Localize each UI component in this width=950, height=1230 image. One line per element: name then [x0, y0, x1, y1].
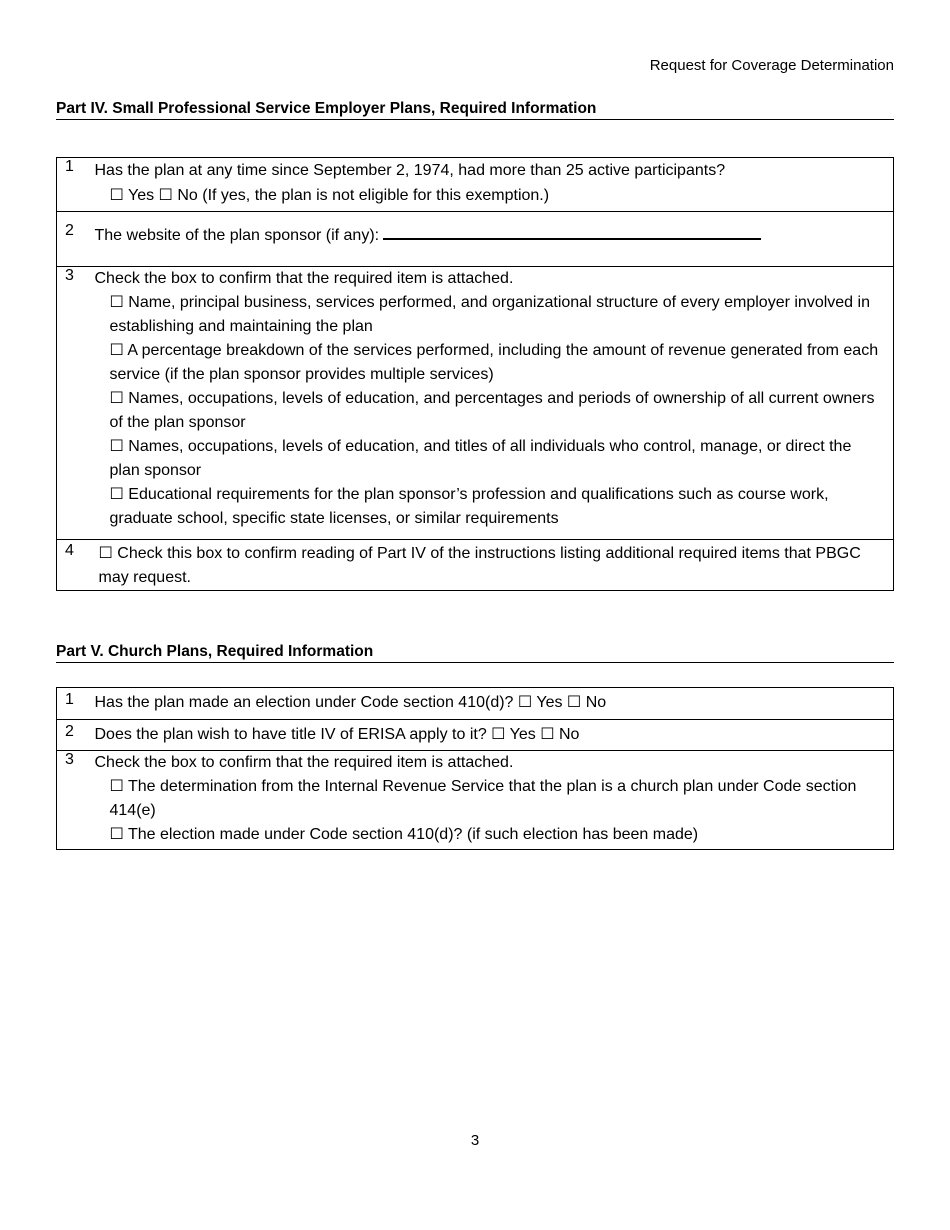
part-iv-q4-text[interactable]: ☐ Check this box to confirm reading of Part IV of the instructions listing additional required items that PBGC may request. [98, 545, 861, 586]
part-iv-row-4 [57, 540, 894, 591]
part-iv-q3-item-3[interactable]: ☐ Names, occupations, levels of education, and percentages and periods of ownership of all current owners of the plan sponsor [109, 390, 875, 431]
part-iv-title: Part IV. Small Professional Service Employer Plans, Required Information [56, 99, 894, 120]
part-iv-q3-item-5[interactable]: ☐ Educational requirements for the plan sponsor’s profession and qualifications such as course work, graduate school, specific state licenses, or similar requirements [109, 486, 829, 527]
part-v-row-2 [57, 720, 894, 751]
row-number: 2 [57, 212, 95, 267]
part-v-q3-item-1[interactable]: ☐ The determination from the Internal Revenue Service that the plan is a church plan under Code section 414(e) [109, 778, 857, 819]
row-number: 1 [57, 158, 95, 212]
part-iv-q3-item-2[interactable]: ☐ A percentage breakdown of the services performed, including the amount of revenue generated from each service (if the plan sponsor provides multiple services) [109, 342, 879, 383]
row-number: 3 [57, 267, 95, 540]
part-iv-q3-item-1[interactable]: ☐ Name, principal business, services performed, and organizational structure of every employer involved in establishing and maintaining the plan [109, 294, 870, 335]
page-number: 3 [470, 1132, 480, 1149]
part-iv-row-3 [57, 267, 894, 540]
part-iv-table [56, 157, 894, 591]
row-number: 1 [57, 688, 95, 720]
row-number: 4 [57, 540, 95, 591]
document-header-title: Request for Coverage Determination [649, 57, 894, 74]
row-number: 3 [57, 751, 95, 850]
part-v-q1-text[interactable]: Has the plan made an election under Code section 410(d)? ☐ Yes ☐ No [94, 694, 607, 711]
part-v-title: Part V. Church Plans, Required Information [56, 642, 894, 663]
part-iv-q1-text: Has the plan at any time since September 2, 1974, had more than 25 active participants? [94, 162, 726, 179]
part-v-row-3 [57, 751, 894, 850]
row-number: 2 [57, 720, 95, 751]
part-v-q2-text[interactable]: Does the plan wish to have title IV of ERISA apply to it? ☐ Yes ☐ No [94, 726, 580, 743]
part-iv-q3-item-4[interactable]: ☐ Names, occupations, levels of education, and titles of all individuals who control, manage, or direct the plan sponsor [109, 438, 852, 479]
part-iv-q3-text: Check the box to confirm that the required item is attached. [94, 270, 514, 287]
part-iv-q1-options[interactable]: ☐ Yes ☐ No (If yes, the plan is not eligible for this exemption.) [109, 187, 550, 204]
part-v-table [56, 687, 894, 850]
part-v-q3-text: Check the box to confirm that the required item is attached. [94, 754, 514, 771]
part-iv-row-2 [57, 212, 894, 267]
website-input-line[interactable] [383, 222, 761, 240]
part-iv-row-1 [57, 158, 894, 212]
part-v-q3-item-2[interactable]: ☐ The election made under Code section 410(d)? (if such election has been made) [109, 826, 699, 843]
part-v-row-1 [57, 688, 894, 720]
part-iv-q2-text: The website of the plan sponsor (if any): [94, 227, 380, 244]
